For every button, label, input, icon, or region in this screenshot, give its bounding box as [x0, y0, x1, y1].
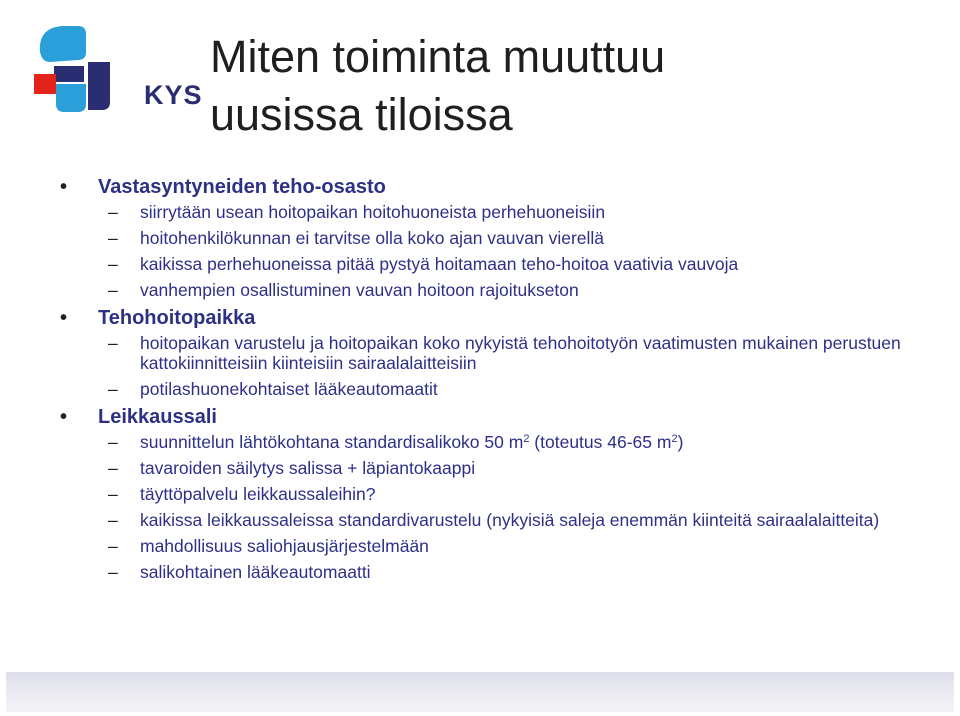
- kys-logo-mark-icon: [34, 22, 114, 114]
- item-text: täyttöpalvelu leikkaussaleihin?: [140, 484, 376, 504]
- item-text: siirrytään usean hoitopaikan hoitohuoneista perhehuoneisiin: [140, 202, 606, 222]
- bullet-icon: •: [60, 176, 68, 198]
- dash-icon: –: [108, 202, 118, 222]
- section-operating-room: [60, 405, 940, 582]
- kys-logo: [34, 22, 203, 114]
- footer-bar: [6, 672, 954, 712]
- item-text: hoitopaikan varustelu ja hoitopaikan koko nykyistä tehohoitotyön vaatimusten mukainen perustuen kattokiinnitteisiin kiinteisiin sairaalalaitteisiin: [140, 333, 901, 373]
- title-line-1: Miten toiminta muuttuu: [210, 31, 666, 82]
- heading-text: Leikkaussali: [98, 406, 217, 428]
- dash-icon: –: [108, 458, 118, 478]
- dash-icon: –: [108, 254, 118, 274]
- item-text: mahdollisuus saliohjausjärjestelmään: [140, 536, 429, 556]
- bullet-icon: •: [60, 406, 68, 428]
- list-item: [60, 280, 940, 300]
- list-item: [60, 228, 940, 248]
- list-item: [60, 202, 940, 222]
- list-item: [60, 510, 940, 530]
- heading-text: Vastasyntyneiden teho-osasto: [98, 176, 386, 198]
- slide-title: [210, 28, 665, 144]
- heading-text: Tehohoitopaikka: [98, 307, 256, 329]
- section-nicu: [60, 175, 940, 300]
- item-text: kaikissa perhehuoneissa pitää pystyä hoitamaan teho-hoitoa vaativia vauvoja: [140, 254, 739, 274]
- section-heading: [60, 175, 940, 199]
- bullet-icon: •: [60, 307, 68, 329]
- slide-content: [60, 170, 940, 588]
- list-item: [60, 432, 940, 452]
- dash-icon: –: [108, 280, 118, 300]
- superscript: 2: [523, 433, 530, 445]
- dash-icon: –: [108, 432, 118, 452]
- dash-icon: –: [108, 536, 118, 556]
- item-text: suunnittelun lähtökohtana standardisalikoko 50 m: [140, 432, 524, 452]
- list-item: [60, 254, 940, 274]
- list-item: [60, 562, 940, 582]
- title-line-2: uusissa tiloissa: [210, 89, 513, 140]
- item-text: ): [677, 432, 684, 452]
- item-text: salikohtainen lääkeautomaatti: [140, 562, 371, 582]
- item-text: (toteutus 46-65 m: [529, 432, 672, 452]
- item-text: potilashuonekohtaiset lääkeautomaatit: [140, 379, 438, 399]
- list-item: [60, 333, 940, 373]
- logo-text: KYS: [144, 80, 203, 110]
- dash-icon: –: [108, 562, 118, 582]
- dash-icon: –: [108, 333, 118, 353]
- section-intensive-care: [60, 306, 940, 399]
- list-item: [60, 536, 940, 556]
- item-text: kaikissa leikkaussaleissa standardivarustelu (nykyisiä saleja enemmän kiinteitä sairaalalaitteita): [140, 510, 880, 530]
- dash-icon: –: [108, 228, 118, 248]
- list-item: [60, 458, 940, 478]
- item-text: vanhempien osallistuminen vauvan hoitoon rajoitukseton: [140, 280, 579, 300]
- dash-icon: –: [108, 379, 118, 399]
- superscript: 2: [671, 433, 678, 445]
- item-text: tavaroiden säilytys salissa + läpiantokaappi: [140, 458, 476, 478]
- item-text: hoitohenkilökunnan ei tarvitse olla koko ajan vauvan vierellä: [140, 228, 605, 248]
- section-heading: [60, 405, 940, 429]
- dash-icon: –: [108, 510, 118, 530]
- dash-icon: –: [108, 484, 118, 504]
- list-item: [60, 379, 940, 399]
- section-heading: [60, 306, 940, 330]
- list-item: [60, 484, 940, 504]
